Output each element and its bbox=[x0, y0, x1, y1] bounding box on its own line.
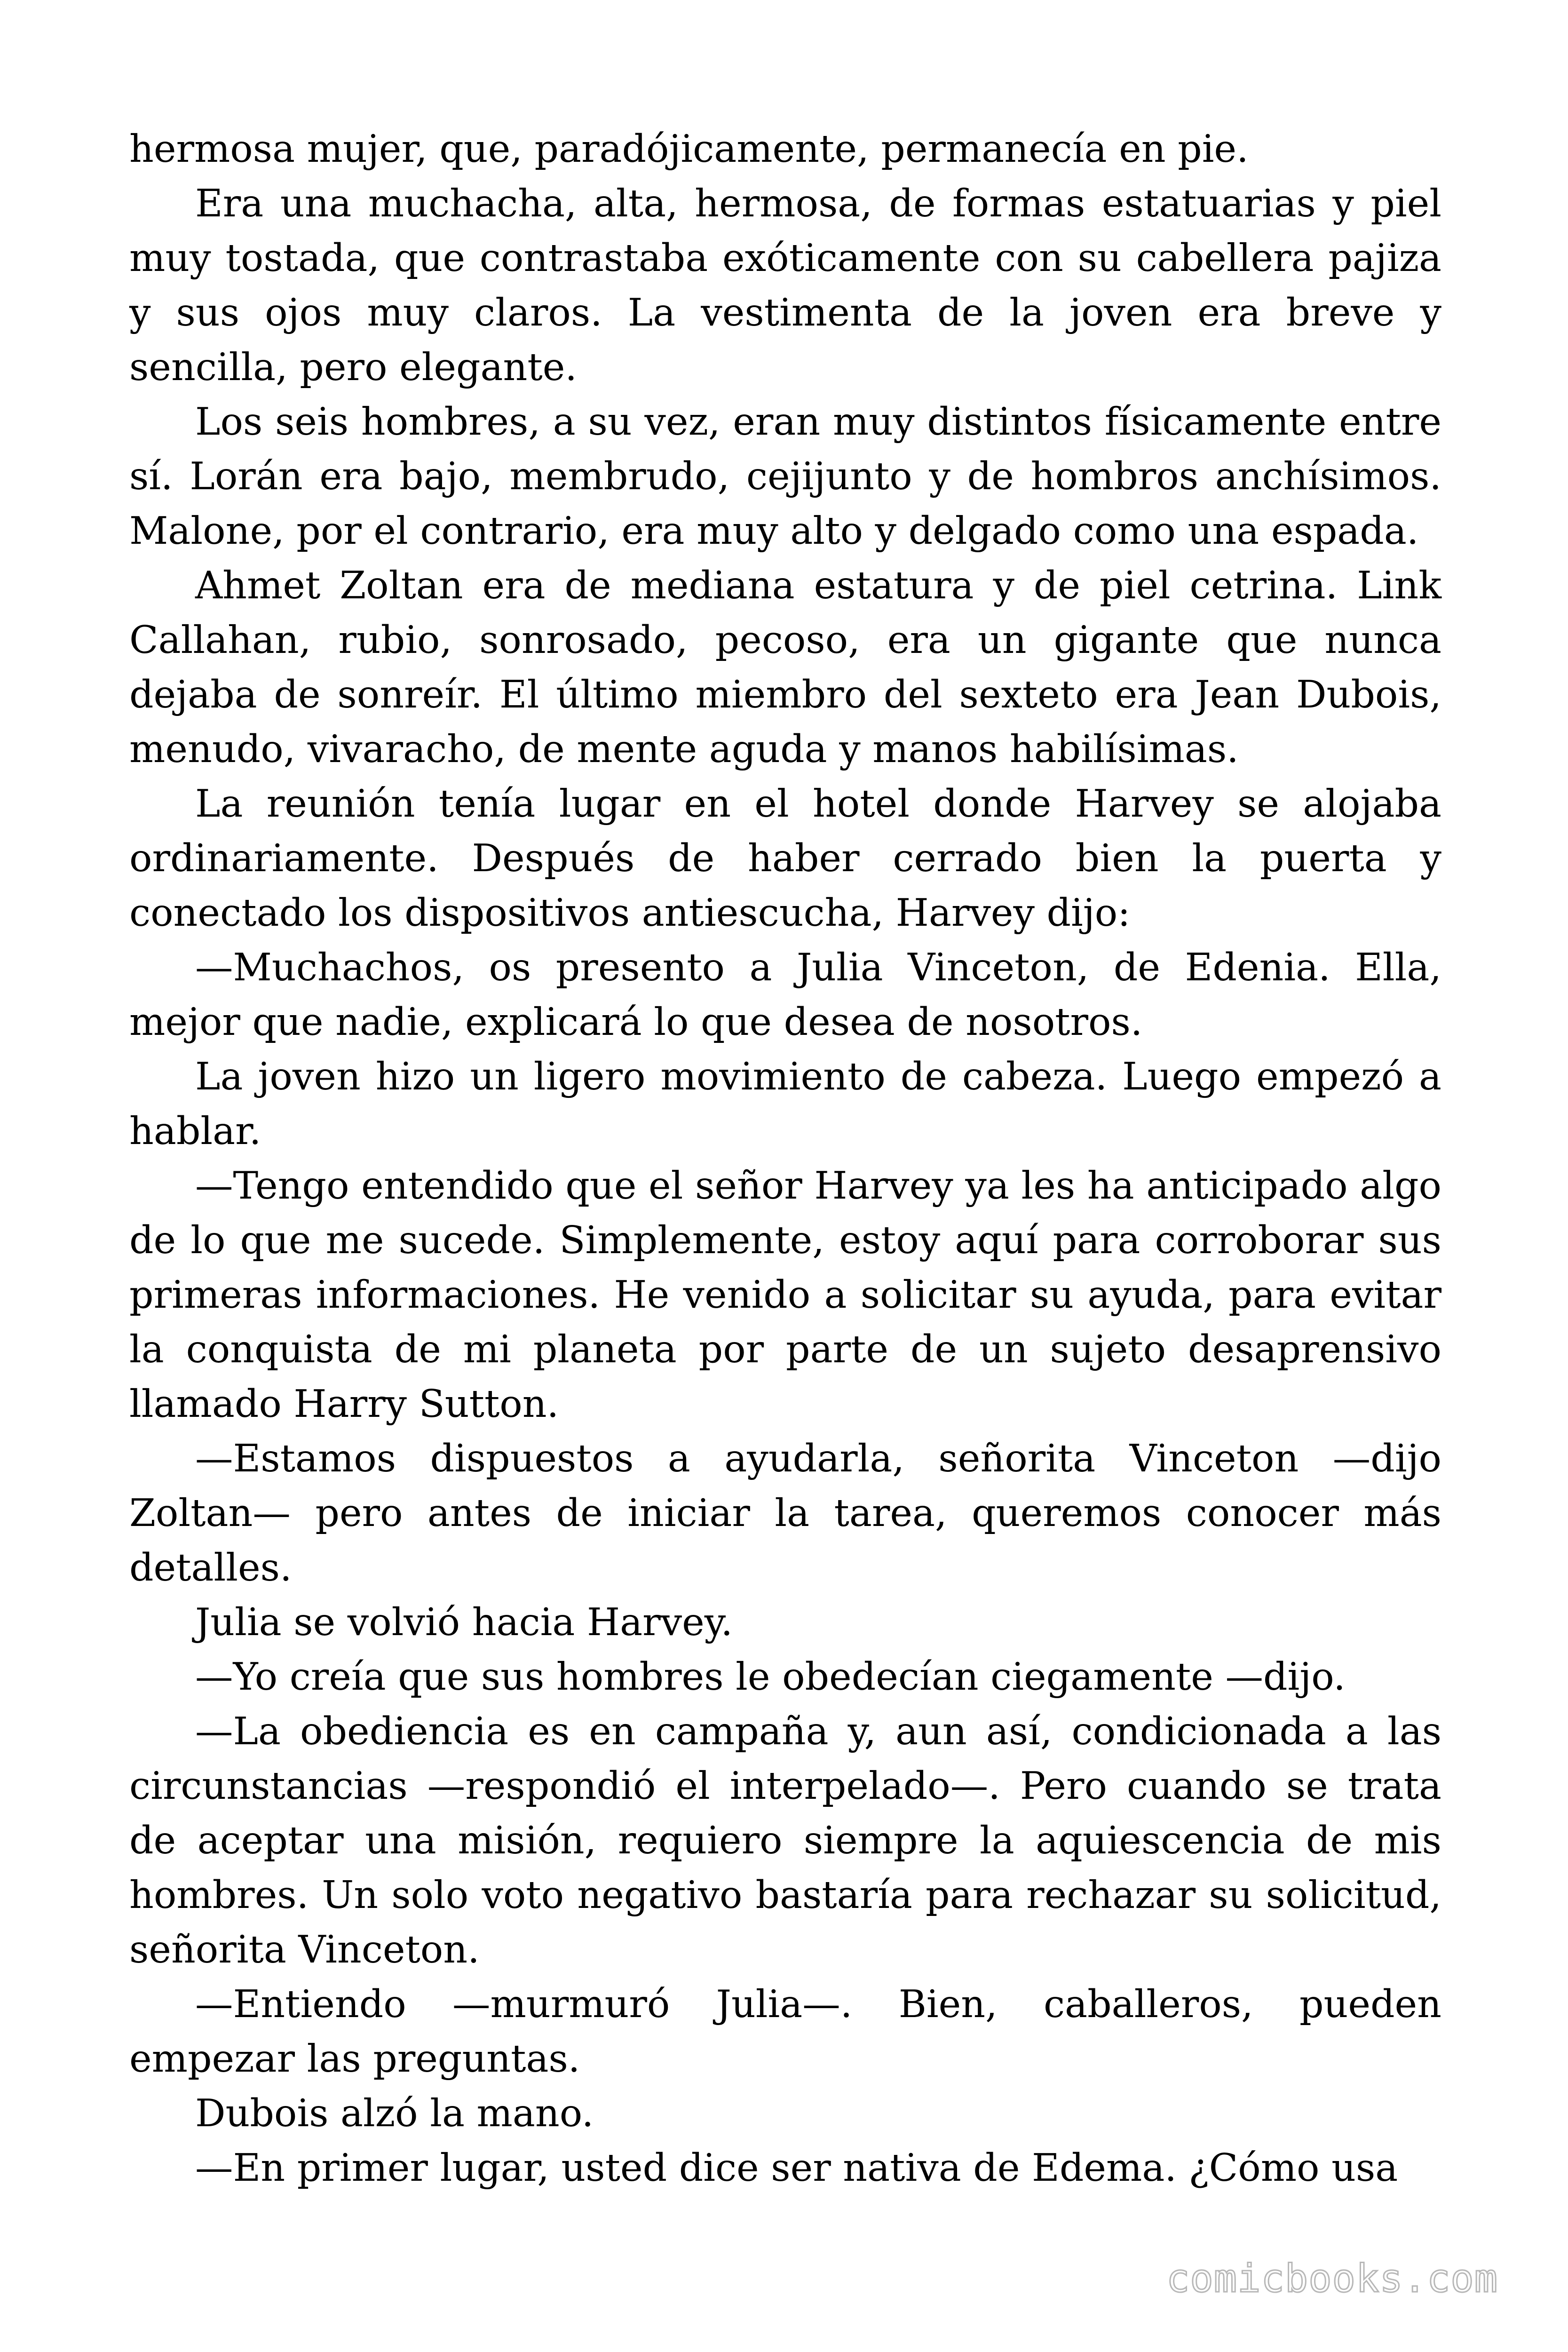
paragraph: —Tengo entendido que el señor Harvey ya les ha anticipado algo de lo que me sucede. Simplemente, estoy aquí para corroborar sus primeras informaciones. He venido a solicitar su ayuda, para evitar la conquista de mi planeta por parte de un sujeto desaprensivo llamado Harry Sutton. bbox=[129, 1163, 1441, 1426]
paragraph: —Estamos dispuestos a ayudarla, señorita Vinceton —dijo Zoltan— pero antes de iniciar la tarea, queremos conocer más detalles. bbox=[129, 1436, 1441, 1589]
paragraph: —Muchachos, os presento a Julia Vinceton, de Edenia. Ella, mejor que nadie, explicará lo que desea de nosotros. bbox=[129, 945, 1441, 1044]
paragraph: —Yo creía que sus hombres le obedecían ciegamente —dijo. bbox=[195, 1654, 1346, 1699]
paragraph: —Entiendo —murmuró Julia—. Bien, caballeros, pueden empezar las preguntas. bbox=[129, 1982, 1441, 2081]
paragraph: hermosa mujer, que, paradójicamente, permanecía en pie. bbox=[129, 127, 1249, 171]
paragraph: Ahmet Zoltan era de mediana estatura y de piel cetrina. Link Callahan, rubio, sonrosado, pecoso, era un gigante que nunca dejaba de sonreír. El último miembro del sexteto era Jean Dubois, menudo, vivaracho, de mente aguda y manos habilísimas. bbox=[129, 563, 1441, 771]
paragraph: —En primer lugar, usted dice ser nativa de Edema. ¿Cómo usa bbox=[195, 2145, 1398, 2190]
watermark: comicbooks.com bbox=[1166, 2257, 1498, 2301]
paragraph: La joven hizo un ligero movimiento de cabeza. Luego empezó a hablar. bbox=[129, 1054, 1441, 1153]
book-page-text bbox=[129, 121, 1441, 2191]
paragraph: —La obediencia es en campaña y, aun así, condicionada a las circunstancias —respondió el interpelado—. Pero cuando se trata de aceptar una misión, requiero siempre la aquiescencia de mis hombres. Un solo voto negativo bastaría para rechazar su solicitud, señorita Vinceton. bbox=[129, 1709, 1441, 1971]
paragraph: La reunión tenía lugar en el hotel donde Harvey se alojaba ordinariamente. Después de haber cerrado bien la puerta y conectado los dispositivos antiescucha, Harvey dijo: bbox=[129, 781, 1441, 935]
paragraph: Era una muchacha, alta, hermosa, de formas estatuarias y piel muy tostada, que contrastaba exóticamente con su cabellera pajiza y sus ojos muy claros. La vestimenta de la joven era breve y sencilla, pero elegante. bbox=[129, 181, 1441, 389]
paragraph: Dubois alzó la mano. bbox=[195, 2091, 594, 2135]
paragraph: Julia se volvió hacia Harvey. bbox=[195, 1600, 733, 1644]
paragraph: Los seis hombres, a su vez, eran muy distintos físicamente entre sí. Lorán era bajo, membrudo, cejijunto y de hombros anchísimos. Malone, por el contrario, era muy alto y delgado como una espada. bbox=[129, 399, 1441, 553]
